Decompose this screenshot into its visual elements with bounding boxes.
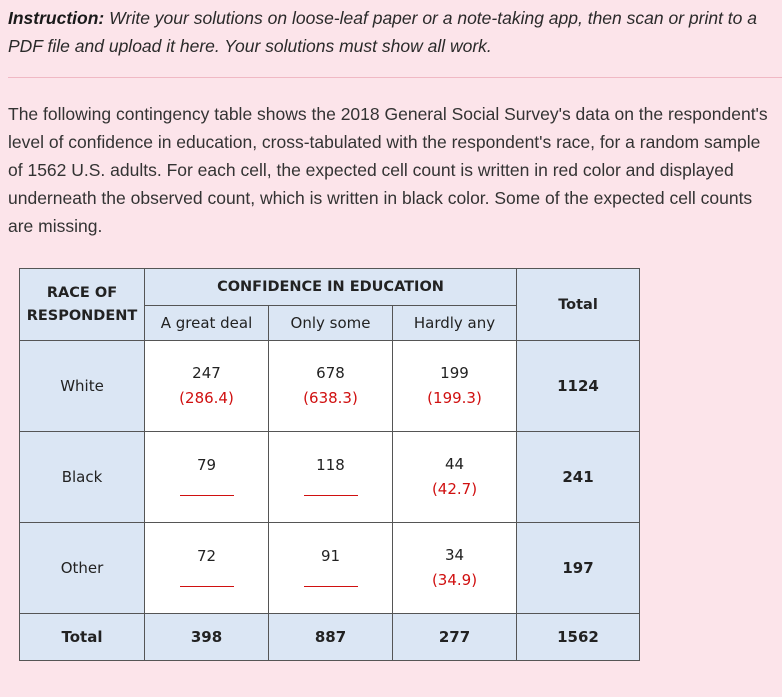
expected-count: (286.4)	[179, 389, 234, 407]
missing-expected-blank	[304, 481, 358, 496]
observed-count: 79	[196, 455, 217, 474]
column-header-hardly-any: Hardly any	[393, 306, 517, 341]
grand-total: 1562	[517, 614, 640, 661]
race-header-line1: RACE OF	[46, 284, 118, 301]
instruction-label: Instruction:	[8, 8, 105, 28]
observed-count: 34	[444, 546, 465, 564]
column-total: 887	[269, 614, 393, 661]
cell	[393, 523, 517, 614]
totals-row	[20, 614, 640, 661]
cell	[393, 432, 517, 523]
column-header-only-some: Only some	[269, 306, 393, 341]
expected-count: (199.3)	[427, 389, 482, 407]
cell	[393, 341, 517, 432]
table-row	[20, 432, 640, 523]
row-total: 1124	[517, 341, 640, 432]
question-text: The following contingency table shows the 2018 General Social Survey's data on the respondent's level of confidence in education, cross-tabulated with the respondent's race, for a random sample of 1562 U.S. adults. For each cell, the expected cell count is written in red color and displayed underneath the observed count, which is written in black color. Some of the expected cell counts are missing.	[8, 104, 768, 236]
row-total: 241	[517, 432, 640, 523]
column-header-great-deal: A great deal	[145, 306, 269, 341]
cell	[145, 341, 269, 432]
expected-count: (638.3)	[303, 389, 358, 407]
cell	[269, 432, 393, 523]
row-label-other: Other	[20, 523, 145, 614]
missing-expected-blank	[304, 572, 358, 587]
observed-count: 72	[196, 546, 217, 565]
divider	[8, 77, 782, 78]
missing-expected-blank	[180, 572, 234, 587]
totals-label: Total	[20, 614, 145, 661]
expected-count: (42.7)	[431, 480, 478, 498]
row-label-white: White	[20, 341, 145, 432]
cell	[269, 523, 393, 614]
instruction-text	[8, 4, 778, 60]
table-row	[20, 523, 640, 614]
cell	[145, 432, 269, 523]
table-row	[20, 341, 640, 432]
observed-count: 199	[440, 364, 469, 382]
row-total: 197	[517, 523, 640, 614]
missing-expected-blank	[180, 481, 234, 496]
column-total: 277	[393, 614, 517, 661]
observed-count: 44	[444, 455, 465, 473]
race-header-line2: RESPONDENT	[26, 307, 138, 324]
contingency-table	[19, 268, 640, 661]
confidence-header: CONFIDENCE IN EDUCATION	[145, 269, 517, 306]
instruction-body: Write your solutions on loose-leaf paper or a note-taking app, then scan or print to a PDF file and upload it here. Your solutions must show all work.	[8, 8, 757, 56]
observed-count: 91	[320, 546, 341, 565]
row-label-black: Black	[20, 432, 145, 523]
total-header: Total	[517, 269, 640, 341]
observed-count: 678	[316, 364, 345, 382]
cell	[145, 523, 269, 614]
cell	[269, 341, 393, 432]
observed-count: 118	[316, 455, 345, 474]
column-total: 398	[145, 614, 269, 661]
expected-count: (34.9)	[431, 571, 478, 589]
observed-count: 247	[192, 364, 221, 382]
race-header	[20, 269, 145, 341]
